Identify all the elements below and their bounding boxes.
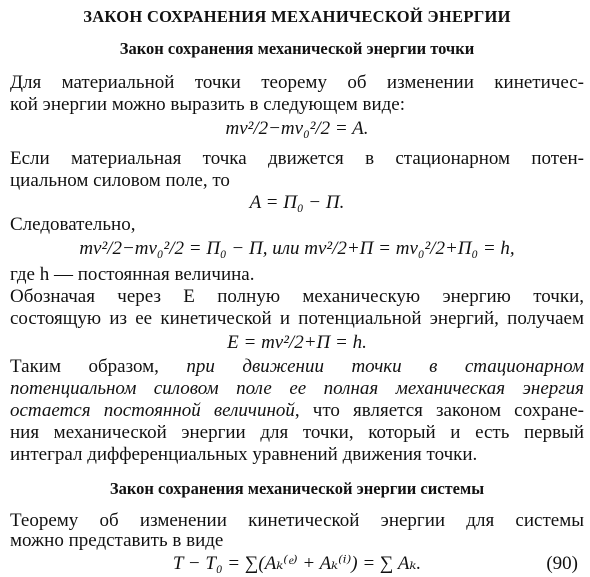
emphasis-line: потенциальном силовом поле ее полная механическая энергия <box>10 378 584 399</box>
equation-number: (90) <box>546 553 578 574</box>
paragraph-line: Для материальной точки теорему об изменении кинетичес- <box>10 72 584 93</box>
paragraph-line <box>10 356 584 378</box>
page-title: ЗАКОН СОХРАНЕНИЯ МЕХАНИЧЕСКОЙ ЭНЕРГИИ <box>83 7 511 26</box>
equation-system-energy <box>10 553 584 575</box>
paragraph-line: состоящую из ее кинетической и потенциальной энергий, получаем <box>10 308 584 329</box>
section-heading-system: Закон сохранения механической энергии системы <box>109 479 485 498</box>
paragraph-line: кой энергии можно выразить в следующем виде: <box>10 94 406 115</box>
equation-total-energy: E = mv²/2+Π = h. <box>227 332 367 353</box>
paragraph-line: интеграл дифференциальных уравнений движения точки. <box>10 444 478 465</box>
paragraph-line: Если материальная точка движется в стационарном потен- <box>10 148 584 169</box>
paragraph-line <box>10 400 584 422</box>
paragraph-line: Теорему об изменении кинетической энергии для системы <box>10 510 584 531</box>
paragraph-line: где h — постоянная величина. <box>10 264 255 285</box>
section-heading-point: Закон сохранения механической энергии точки <box>119 39 475 58</box>
emphasis-text: при движении точки в стационарном <box>186 356 584 377</box>
equation-energy-conservation: mv²/2−mv₀²/2 = Π₀ − Π, или mv²/2+Π = mv₀²/2+Π₀ = h, <box>79 238 515 259</box>
equation-kinetic-energy: mv²/2−mv₀²/2 = A. <box>225 118 369 139</box>
paragraph-text: Таким образом, <box>10 356 187 377</box>
equation-text: T − T₀ = ∑(Aₖ⁽ᵉ⁾ + Aₖ⁽ⁱ⁾) = ∑ Aₖ. <box>172 553 422 574</box>
paragraph-line: можно представить в виде <box>10 530 224 551</box>
paragraph-line: циальном силовом поле, то <box>10 170 230 191</box>
paragraph-line: Следовательно, <box>10 214 136 235</box>
paragraph-text: , что является законом сохране- <box>294 400 584 421</box>
emphasis-text: остается постоянной величиной <box>10 400 295 421</box>
equation-work-potential: A = Π₀ − Π. <box>249 192 345 213</box>
paragraph-line: ния механической энергии для точки, который и есть первый <box>10 422 584 443</box>
paragraph-line: Обозначая через E полную механическую энергию точки, <box>10 286 584 307</box>
